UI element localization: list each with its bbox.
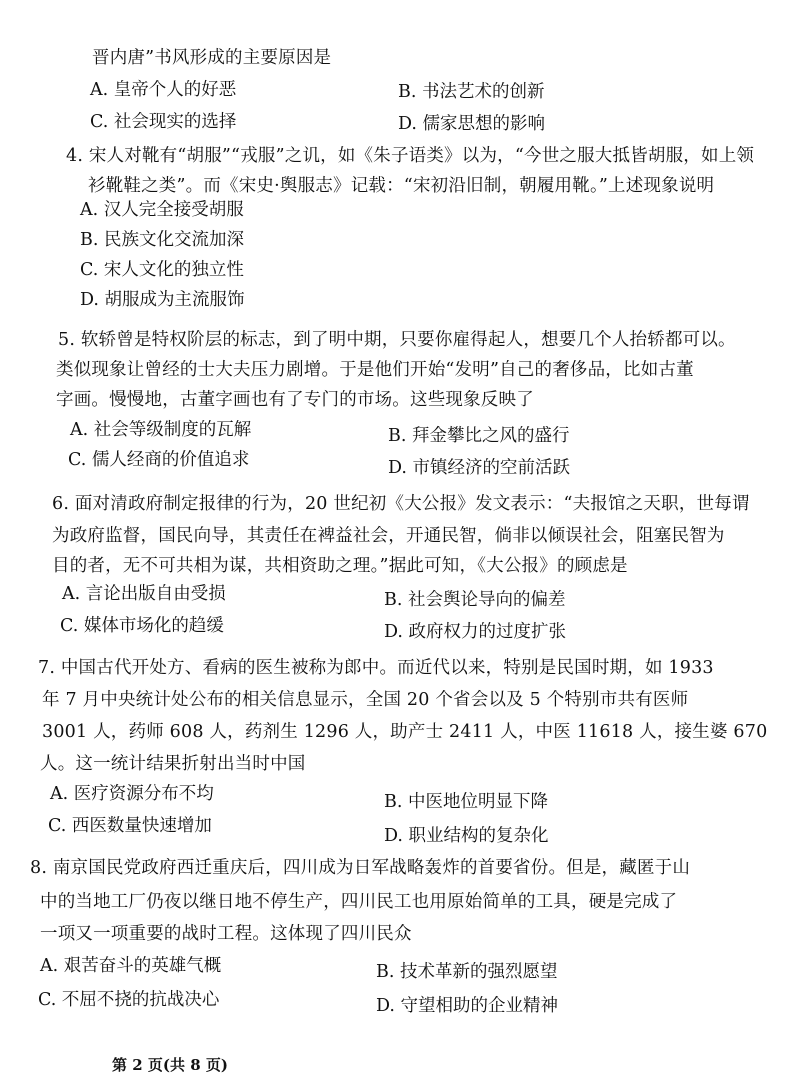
q5-stem-line-2: 类似现象让曾经的士大夫压力剧增。于是他们开始“发明”自己的奢侈品，比如古董 <box>56 360 694 380</box>
q5-option-d: D. 市镇经济的空前活跃 <box>388 458 571 478</box>
q6-option-a: A. 言论出版自由受损 <box>62 584 226 604</box>
q6-option-d: D. 政府权力的过度扩张 <box>384 622 567 642</box>
q7-option-b: B. 中医地位明显下降 <box>384 792 548 812</box>
q6-option-b: B. 社会舆论导向的偏差 <box>384 590 566 610</box>
q6-option-c: C. 媒体市场化的趋缓 <box>60 616 224 636</box>
q8-option-c: C. 不屈不挠的抗战决心 <box>38 990 220 1010</box>
q5-option-c: C. 儒人经商的价值追求 <box>68 450 250 470</box>
q3-option-d: D. 儒家思想的影响 <box>398 114 546 134</box>
q8-option-d: D. 守望相助的企业精神 <box>376 996 559 1016</box>
q8-stem-line-1: 8. 南京国民党政府西迁重庆后，四川成为日军战略轰炸的首要省份。但是，藏匿于山 <box>30 858 691 878</box>
q4-stem-line-1: 4. 宋人对靴有“胡服”“戎服”之讥，如《朱子语类》以为，“今世之服大抵皆胡服，如上领 <box>66 146 755 166</box>
q3-option-a: A. 皇帝个人的好恶 <box>90 80 237 100</box>
q7-stem-line-2: 年 7 月中央统计处公布的相关信息显示，全国 20 个省会以及 5 个特别市共有医师 <box>42 690 689 710</box>
q8-stem-line-2: 中的当地工厂仍夜以继日地不停生产，四川民工也用原始简单的工具，硬是完成了 <box>40 892 678 912</box>
q4-option-a: A. 汉人完全接受胡服 <box>80 200 244 220</box>
q8-option-a: A. 艰苦奋斗的英雄气概 <box>40 956 222 976</box>
q6-stem-line-1: 6. 面对清政府制定报律的行为，20 世纪初《大公报》发文表示：“夫报馆之天职，世每谓 <box>52 494 750 514</box>
q3-option-c: C. 社会现实的选择 <box>90 112 237 132</box>
q8-stem-line-3: 一项又一项重要的战时工程。这体现了四川民众 <box>40 924 412 944</box>
q5-option-a: A. 社会等级制度的瓦解 <box>70 420 252 440</box>
q6-stem-line-3: 目的者，无不可共相为谋，共相资助之理。”据此可知，《大公报》的顾虑是 <box>52 556 628 576</box>
q7-stem-line-1: 7. 中国古代开处方、看病的医生被称为郎中。而近代以来，特别是民国时期，如 1933 <box>38 658 714 678</box>
q7-option-c: C. 西医数量快速增加 <box>48 816 212 836</box>
q5-option-b: B. 拜金攀比之风的盛行 <box>388 426 570 446</box>
q4-option-c: C. 宋人文化的独立性 <box>80 260 244 280</box>
q5-stem-line-3: 字画。慢慢地，古董字画也有了专门的市场。这些现象反映了 <box>56 390 534 410</box>
q4-option-d: D. 胡服成为主流服饰 <box>80 290 245 310</box>
q7-stem-line-3: 3001 人，药师 608 人，药剂生 1296 人，助产士 2411 人，中医 11618 人，接生婆 670 <box>42 722 768 742</box>
q7-option-a: A. 医疗资源分布不均 <box>50 784 214 804</box>
q3-stem-tail: 晋内唐”书风形成的主要原因是 <box>92 48 332 68</box>
q7-stem-line-4: 人。这一统计结果折射出当时中国 <box>40 754 306 774</box>
q8-option-b: B. 技术革新的强烈愿望 <box>376 962 558 982</box>
page-footer: 第 2 页(共 8 页) <box>112 1056 228 1074</box>
q4-stem-line-2: 衫靴鞋之类”。而《宋史·舆服志》记载：“宋初沿旧制，朝履用靴。”上述现象说明 <box>88 176 715 196</box>
q6-stem-line-2: 为政府监督，国民向导，其责任在裨益社会，开通民智，倘非以倾误社会，阻塞民智为 <box>52 526 725 546</box>
q7-option-d: D. 职业结构的复杂化 <box>384 826 549 846</box>
q4-option-b: B. 民族文化交流加深 <box>80 230 244 250</box>
q5-stem-line-1: 5. 软轿曾是特权阶层的标志，到了明中期，只要你雇得起人，想要几个人抬轿都可以。 <box>58 330 736 350</box>
q3-option-b: B. 书法艺术的创新 <box>398 82 545 102</box>
